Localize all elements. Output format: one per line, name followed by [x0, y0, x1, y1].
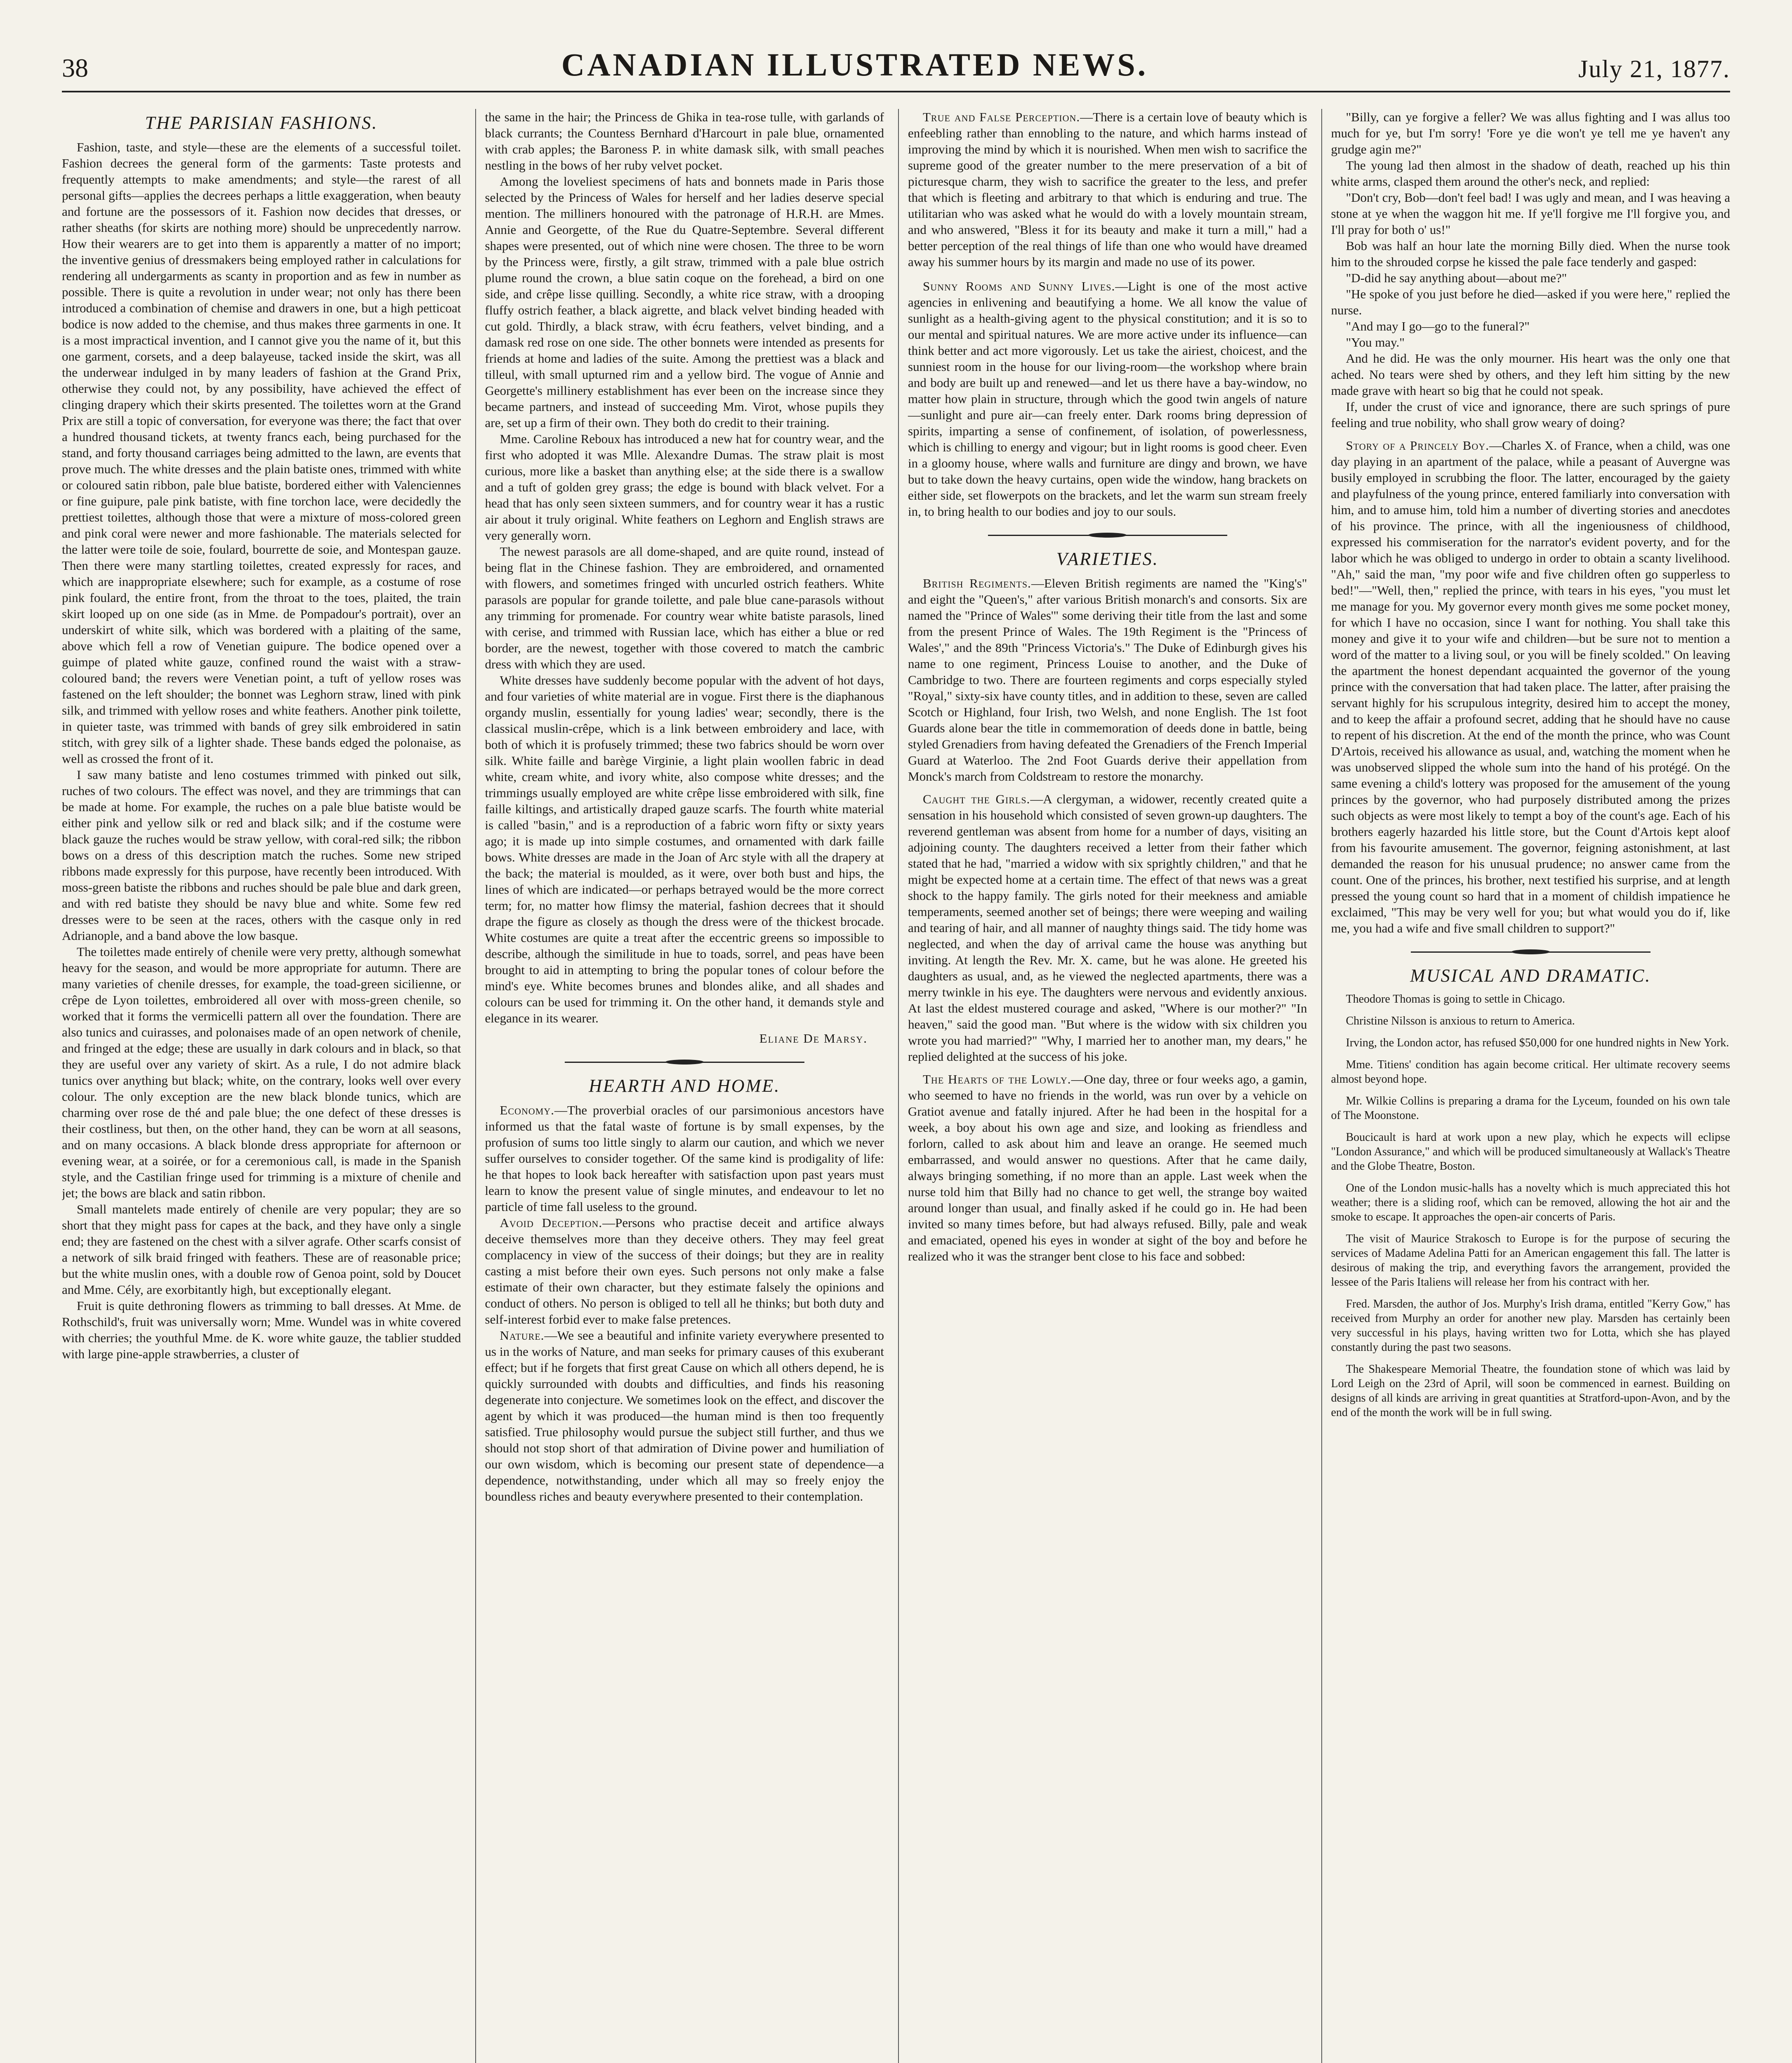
- runin-title: True and False Perception.: [923, 110, 1080, 124]
- article-paragraph: "Don't cry, Bob—don't feel bad! I was ugly and mean, and I was heaving a stone at ye when the waggon hit me. If ye'll forgive me I'll forgive you, and I'll pray for both o' us!": [1331, 190, 1730, 237]
- column-3: [898, 109, 1307, 2063]
- section-divider: [1411, 949, 1651, 955]
- article-paragraph: The young lad then almost in the shadow of death, reached up his thin white arms, clasped them around the other's neck, and replied:: [1331, 158, 1730, 189]
- article-paragraph: White dresses have suddenly become popular with the advent of hot days, and four varieties of white material are in vogue. First there is the diaphanous organdy muslin, essentially for young ladies' wear; secondly, there is the classical muslin-crêpe, which is a link between embroidery and lace, with both of which it is profusely trimmed; these two fabrics should be worn over silk. White faille and barège Virginie, a light plain woollen fabric in dead white, cream white, and ivory white, also compose white dresses; and the trimmings usually employed are white crêpe lisse embroidered with silk, fine faille kiltings, and artistically draped gauze scarfs. The fourth white material is called "basin," and is a reproduction of a fabric worn fifty or sixty years ago; it is made up into simple costumes, and ornamented with dark faille bows. White dresses are made in the Joan of Arc style with all the drapery at the back; the material is moulded, as it were, over both bust and hips, the lines of which are indicated—or perhaps betrayed would be the more correct term; for, no matter how flimsy the material, fashion decrees that it should drape the figure as closely as though the dress were of the thickest brocade. White costumes are quite a treat after the eccentric greens so impossible to describe, although the similitude in hue to toads, sorrel, and peas have been brought to aid in attempting to bring the popular tones of colour before the mind's eye. White becomes brunes and blondes alike, and all shades and colours can be used for trimming it. On the other hand, it demands style and elegance in its wearer.: [485, 673, 884, 1025]
- runin-title: Caught the Girls.: [923, 792, 1030, 806]
- runin-title: Story of a Princely Boy.: [1346, 438, 1489, 453]
- column-4: [1321, 109, 1731, 2063]
- section-divider: [988, 532, 1228, 538]
- article-paragraph: I saw many batiste and leno costumes trimmed with pinked out silk, ruches of two colours. The effect was novel, and they are trimmings that can be made at home. For example, the ruches on a pale blue batiste would be either pink and yellow silk or red and black silk; and if the costume were black gauze the ruches would be straw yellow, with coral-red silk; the ribbon bows on a dress of this description match the ruches. Some new striped ribbons made expressly for this purpose, have recently been introduced. With moss-green batiste the ribbons and ruches should be pale blue and dark green, and with red batiste they should be navy blue and white. Some few red dresses were to be seen at the races, others with the casque only in red Adrianople, and a band above the low basque.: [62, 767, 461, 943]
- news-item: Christine Nilsson is anxious to return to America.: [1346, 1015, 1575, 1027]
- article-paragraph: Avoid Deception.—Persons who practise deceit and artifice always deceive themselves more than they deceive others. They may feel great complacency in view of the success of their doings; but they are in reality casting a mist before their own eyes. Such persons not only make a false estimate of their own character, but they estimate falsely the opinions and conduct of others. No person is obliged to tell all he thinks; but both duty and self-interest forbid ever to make false pretences.: [485, 1216, 884, 1327]
- article-paragraph: Caught the Girls.—A clergyman, a widower, recently created quite a sensation in his household which consisted of seven grown-up daughters. The reverend gentleman was absent from home for a number of days, visiting an adjoining county. The daughters received a letter from their father which stated that he had, "married a widow with six sprightly children," and that he might be expected home at a certain time. The effect of that news was a great shock to the happy family. The girls noted for their meekness and amiable temperaments, seemed another set of beings; there were weeping and wailing and tearing of hair, and all manner of naughty things said. The tidy home was neglected, and when the day of arrival came the house was anything but inviting. At length the Rev. Mr. X. came, but he was alone. He greeted his daughters as usual, and, as he viewed the neglected apartments, there was a merry twinkle in his eye. The daughters were nervous and evidently anxious. At last the eldest mustered courage and asked, "Where is our mother?" "In heaven," said the good man. "But where is the widow with six children you wrote you had married?" "Why, I married her to another man, my dears," he replied delighted at the success of his joke.: [908, 792, 1307, 1064]
- runin-title: The Hearts of the Lowly.: [923, 1072, 1071, 1086]
- article-paragraph: Nature.—We see a beautiful and infinite variety everywhere presented to us in the works of Nature, and man seeks for primary causes of this exuberant effect; but if he forgets that first great Cause on which all others depend, he is quickly surrounded with doubts and difficulties, and finds his reasoning degenerate into conjecture. We sometimes look on the effect, and discover the agent by which it was produced—the human mind is then too frequently satisfied. True philosophy would pursue the subject still further, and thus we should not stop short of that admiration of Divine power and humiliation of our own wisdom, which is becoming our present state of dependence—a dependence, notwithstanding, under which all may so freely enjoy the boundless riches and beauty everywhere presented to their contemplation.: [485, 1328, 884, 1504]
- musical-notes: [1331, 992, 1731, 1420]
- news-item: Theodore Thomas is going to settle in Chicago.: [1346, 993, 1565, 1006]
- section-divider: [565, 1059, 804, 1065]
- news-item: One of the London music-halls has a novelty which is much appreciated this hot weather; there is a sliding roof, which can be removed, allowing the hot air and the smoke to escape. It approaches the open-air concerts of Paris.: [1331, 1182, 1730, 1223]
- masthead: [62, 45, 1730, 92]
- column-1: [62, 109, 461, 2063]
- article-paragraph: "Billy, can ye forgive a feller? We was allus fighting and I was allus too much for ye, but I'm sorry! 'Fore ye die won't ye tell me ye haven't any grudge agin me?": [1331, 110, 1730, 156]
- article-paragraph: Story of a Princely Boy.—Charles X. of France, when a child, was one day playing in an apartment of the palace, while a peasant of Auvergne was busily employed in scrubbing the floor. The latter, encouraged by the gaiety and playfulness of the young prince, entered familiarly into conversation with him, and to amuse him, told him a number of diverting stories and anecdotes of his province. The prince, with all the ingeniousness of childhood, expressed his commiseration for the narrator's evident poverty, and for the labor which he was obliged to undergo in order to obtain a scanty livelihood. "Ah," said the man, "my poor wife and five children often go supperless to bed!"—"Well, then," replied the prince, with tears in his eyes, "you must let me manage for you. My governor every month gives me some pocket money, for which I have no occasion, since I want for nothing. You shall take this money and give it to your wife and children—but be sure not to mention a word of the matter to a living soul, or you will be finely scolded." On leaving the apartment the honest dependant acquainted the governor of the young prince with the conversation that had taken place. The latter, after praising the servant highly for his scrupulous integrity, desired him to accept the money, and to keep the affair a profound secret, adding that he should have no cause to repent of his discretion. At the end of the month the prince, who was Count D'Artois, received his allowance as usual, and, watching the moment when he was unobserved slipped the whole sum into the hand of his protégé. On the same evening a child's lottery was proposed for the amusement of the young princes by the governor, who had purposely distributed among the prizes such objects as were most likely to tempt a boy of the count's age. Each of his brothers eagerly hazarded his little store, but the Count d'Artois kept aloof from his favourite amusement. The governor, feigning astonishment, at last demanded the reason for his unusual prudence; no answer came from the count. One of the princes, his brother, next testified his surprise, and at length pressed the young count so hard that in a moment of childish impatience he exclaimed, "This may be very well for you; but what would you do if, like me, you had a wife and five small children to support?": [1331, 438, 1730, 935]
- news-item: Irving, the London actor, has refused $50,000 for one hundred nights in New York.: [1346, 1036, 1729, 1049]
- news-item: The visit of Maurice Strakosch to Europe is for the purpose of securing the services of Madame Adelina Patti for an American engagement this fall. The latter is desirous of making the trip, and everything favors the arrangement, provided the lessee of the Paris Italiens will release her from his contract with her.: [1331, 1232, 1730, 1289]
- article-paragraph: Small mantelets made entirely of chenile are very popular; they are so short that they might pass for capes at the back, and they have only a single end; they are fastened on the chest with a silver agrafe. Other scarfs consist of a network of silk braid fringed with feathers. These are of reasonable price; but the white muslin ones, with a double row of Genoa point, sold by Doucet and Mme. Cély, are exorbitantly high, but exceptionally elegant.: [62, 1202, 461, 1297]
- article-paragraph: Sunny Rooms and Sunny Lives.—Light is one of the most active agencies in enlivening and beautifying a home. We all know the value of sunlight as a health-giving agent to the physical constitution; and it is so to our mental and spiritual natures. We are more active under its influence—can think better and act more vigorously. Let us take the airiest, choicest, and the sunniest room in the house for our living-room—the workshop where brain and body are built up and renewed—and let us there have a bay-window, no matter how plain in structure, through which the good twin angels of nature—sunlight and pure air—can freely enter. Dark rooms bring depression of spirits, imparting a sense of confinement, of isolation, of powerlessness, which is chilling to energy and vigour; but in light rooms is good cheer. Even in a gloomy house, where walls and furniture are dingy and brown, we have but to take down the heavy curtains, open wide the window, hang brackets on either side, set flowerpots on the brackets, and let the warm sun stream freely in, to bring health to our bodies and joy to our souls.: [908, 279, 1307, 519]
- article-paragraph: "He spoke of you just before he died—asked if you were here," replied the nurse.: [1331, 287, 1730, 317]
- column-2: [475, 109, 884, 2063]
- runin-title: Economy.: [500, 1103, 554, 1117]
- hearth-and-home-heading: HEARTH AND HOME.: [589, 1076, 780, 1096]
- news-item: The Shakespeare Memorial Theatre, the foundation stone of which was laid by Lord Leigh on the 23rd of April, will soon be commenced in earnest. Building on designs of all kinds are arriving in great quantities at Stratford-upon-Avon, and by the end of the month the work will be in full swing.: [1331, 1363, 1730, 1419]
- newspaper-title: CANADIAN ILLUSTRATED NEWS.: [561, 47, 1148, 83]
- article-paragraph: Fruit is quite dethroning flowers as trimming to ball dresses. At Mme. de Rothschild's, fruit was universally worn; Mme. Wundel was in white covered with cherries; the youthful Mme. de K. wore white gauze, the tablier studded with large pine-apple strawberries, a cluster of: [62, 1298, 461, 1361]
- article-paragraph: Among the loveliest specimens of hats and bonnets made in Paris those selected by the Princess of Wales for herself and her ladies deserve special mention. The milliners honoured with the patronage of H.R.H. are Mmes. Annie and Georgette, of the Rue du Quatre-Septembre. Several different shapes were presented, out of which nine were chosen. The three to be worn by the Princess were, firstly, a gilt straw, trimmed with a pale blue ostrich plume round the crown, a blue satin coque on the forehead, a bird on one side, and crêpe lisse quilling. Secondly, a white rice straw, with a drooping fluffy ostrich feather, a black aigrette, and black velvet binding headed with cut gold. Thirdly, a black straw, with écru feathers, velvet binding, and a damask red rose on one side. The other bonnets were intended as presents for friends at home and ladies of the suite. Among the prettiest was a black and tilleul, with small upturned rim and a yellow bird. The vogue of Annie and Georgette's millinery establishment has ever been on the increase since they became partners, and instead of succeeding Mm. Virot, whose pupils they are, set up a firm of their own. They both do credit to their training.: [485, 174, 884, 430]
- article-paragraph: True and False Perception.—There is a certain love of beauty which is enfeebling rather than ennobling to the nature, and which harms instead of improving the mind by which it is nourished. When men wish to sacrifice the supreme good of the greater number to the mere preservation of a bit of picturesque charm, they wish to sacrifice the greater to the less, and prefer that which is fleeting and arbitrary to that which is enduring and true. The utilitarian who was asked what he would do with a lovely mountain stream, and who answered, "Bless it for its beauty and make it turn a mill," had a better perception of the real things of life than one who would have dreamed away his summer hours by its margin and made no use of its power.: [908, 110, 1307, 269]
- article-paragraph: Economy.—The proverbial oracles of our parsimonious ancestors have informed us that the fatal waste of fortune is by small expenses, by the profusion of sums too little singly to alarm our caution, and which we never suffer ourselves to consider together. Of the same kind is prodigality of life: he that hopes to look back hereafter with satisfaction upon past years must learn to know the present value of single minutes, and endeavour to let no particle of time fall useless to the ground.: [485, 1103, 884, 1214]
- article-paragraph: the same in the hair; the Princess de Ghika in tea-rose tulle, with garlands of black currants; the Countess Bernhard d'Harcourt in pale blue, ornamented with crab apples; the Baroness P. in white damask silk, with small peaches nestling in the bows of her ruby velvet pocket.: [485, 110, 884, 172]
- article-paragraph: Bob was half an hour late the morning Billy died. When the nurse took him to the shrouded corpse he kissed the pale face tenderly and gasped:: [1331, 238, 1730, 269]
- parisian-fashions-heading: THE PARISIAN FASHIONS.: [145, 113, 378, 133]
- article-paragraph: Fashion, taste, and style—these are the elements of a successful toilet. Fashion decrees the general form of the garments: Taste protests and frequently attempts to make amendments; and style—the rarest of all personal gifts—applies the decrees perhaps a little exaggeration, when beauty and fortune are the possessors of it. Fashion now decides that dresses, or rather sheaths (for skirts are nothing more) should be unprecedently narrow. How their wearers are to get into them is apparently a matter of no import; the inventive genius of dressmakers being employed rather in calculations for rendering all undergarments as scanty in proportion and as few in number as possible. There is quite a revolution in under wear; not only has there been introduced a combination of chemise and drawers in one, but a high petticoat bodice is now added to the chemise, and thus makes three garments in one. It is a most impractical invention, and I cannot give you the name of it, but this one garment, corsets, and a deep balayeuse, tacked inside the skirt, was all the underwear indulged in by many leaders of fashion at the Grand Prix, otherwise they could not, by any possibility, have achieved the effect of clinging drapery which their skirts presented. The toilettes worn at the Grand Prix are still a topic of conversation, for everyone was there; the fact that over a hundred thousand tickets, at twenty francs each, being purchased for the stand, and forty thousand carriages being admitted to the lawn, are events that prove much. The white dresses and the plain batiste ones, trimmed with white or coloured satin ribbon, pale blue batiste, bordered either with Valenciennes or fine guipure, pale pink batiste, with fine torchon lace, were decidedly the prettiest toilettes, although those that were a mixture of moss-colored green and pink coral were newer and more fashionable. The materials selected for the latter were toile de soie, foulard, bourrette de soie, and Montespan gauze. Then there were many startling toilettes, created expressly for races, and which are inappropriate elsewhere; such for example, as a costume of rose pink foulard, the entire front, from the throat to the toes, plaited, the train skirt looped up on one side (as in Mme. de Pompadour's portrait), over an underskirt of white silk, which was bordered with a plaiting of the same, above which fell a row of Venetian guipure. The bodice opened over a guimpe of plated white gauze, confined round the waist with a straw-coloured band; the revers were Venetian point, a tuft of yellow roses was fastened on the left shoulder; the bonnet was Leghorn straw, lined with pink silk, and trimmed with yellow roses and white feathers. Another pink toilette, in quieter taste, was trimmed with bands of grey silk embroidered in satin stitch, with grey silk of a lighter shade. These bands edged the polonaise, as well as crossed the front of it.: [62, 140, 461, 766]
- news-item: Boucicault is hard at work upon a new play, which he expects will eclipse "London Assurance," and which will be produced simultaneously at Wallack's Theatre and the Globe Theatre, Boston.: [1331, 1131, 1730, 1173]
- runin-title: Nature.: [500, 1328, 545, 1343]
- columns: [62, 109, 1730, 2063]
- article-paragraph: The toilettes made entirely of chenile were very pretty, although somewhat heavy for the season, and would be more appropriate for autumn. There are many varieties of chenile dresses, for example, the toad-green sicilienne, or crêpe de Lyon toilettes, embroidered all over with moss-green chenile, so worked that it forms the vermicelli pattern all over the foundation. There are also tunics and cuirasses, and polonaises made of an open network of chenile, and fringed at the edge; these are usually in dark colours and in black, so that they are useful over any variety of skirt. As a rule, I do not admire black tunics over anything but black; white, on the contrary, looks well over every colour. The only exception are the new black blonde tunics, which are charming over rose de thé and pale blue; the one defect of these dresses is their costliness, but then, on the other hand, they can be worn at all seasons, and on many occasions. A black blonde dress appropriate for afternoon or evening wear, at a soirée, or for a ceremonious call, is made in the Spanish style, and the Castilian fringe used for trimming is a mixture of chenile and jet; the bows are black and satin ribbon.: [62, 944, 461, 1200]
- varieties-heading: VARIETIES.: [1056, 549, 1159, 569]
- article-paragraph: "You may.": [1346, 335, 1405, 349]
- article-paragraph: The Hearts of the Lowly.—One day, three or four weeks ago, a gamin, who seemed to have no friends in the world, was run over by a vehicle on Gratiot avenue and fatally injured. After he had been in the hospital for a week, a boy about his own age and size, and looking as friendless and forlorn, called to ask about him and leave an orange. He seemed much embarrassed, and would answer no questions. After that he came daily, always bringing something, if no more than an apple. Last week when the nurse told him that Billy had no chance to get well, the strange boy waited around longer than usual, and finally asked if he could go in. He had been invited so many times before, but had always refused. Billy, pale and weak and emaciated, opened his eyes in wonder at sight of the boy and before he realized who it was the stranger bent close to his face and sobbed:: [908, 1072, 1307, 1263]
- article-paragraph: Mme. Caroline Reboux has introduced a new hat for country wear, and the first who adopted it was Mlle. Alexandre Dumas. The straw plait is most curious, more like a basket than anything else; at the side there is a swallow and a tuft of golden grey grass; the edge is bound with black velvet. For a head that has only seen sixteen summers, and for country wear it has a rustic air about it truly original. White feathers on Leghorn and English straws are very generally worn.: [485, 432, 884, 543]
- article-paragraph: British Regiments.—Eleven British regiments are named the "King's" and eight the "Queen's," after various British monarch's and consorts. Six are named the "Prince of Wales'" some deriving their title from the last and some from the present Prince of Wales. The 19th Regiment is the "Princess of Wales'," and the 89th "Princess Victoria's." The Duke of Edinburgh gives his name to one regiment, Princess Louise to another, and the Duke of Cambridge to two. There are fourteen regiments and corps especially styled "Royal," sixty-six have county titles, and in addition to these, seven are called Scotch or Highland, four Irish, two Welsh, and none English. The 1st foot Guards alone bear the title in commemoration of deeds done in battle, being styled Grenadiers from having defeated the Grenadiers of the French Imperial Guard at Waterloo. The 2nd Foot Guards derive their appellation from Monck's march from Coldstream to restore the monarchy.: [908, 576, 1307, 784]
- runin-title: Sunny Rooms and Sunny Lives.: [923, 279, 1115, 293]
- runin-title: British Regiments.: [923, 576, 1031, 590]
- news-item: Mme. Titiens' condition has again become critical. Her ultimate recovery seems almost beyond hope.: [1331, 1058, 1730, 1086]
- runin-title: Avoid Deception.: [500, 1216, 603, 1230]
- article-paragraph: "D-did he say anything about—about me?": [1346, 271, 1567, 285]
- article-paragraph: The newest parasols are all dome-shaped, and are quite round, instead of being flat in the Chinese fashion. They are embroidered, and ornamented with flowers, and sometimes fringed with uncurled ostrich feathers. White parasols are popular for grande toilette, and pale blue cane-parasols without any trimming for promenade. For country wear white batiste parasols, lined with cerise, and trimmed with Russian lace, which has either a blue or red border, are the newest, together with those covered to match the cambric dress with which they are used.: [485, 544, 884, 671]
- news-item: Fred. Marsden, the author of Jos. Murphy's Irish drama, entitled "Kerry Gow," has received from Murphy an order for another new play. Marsden has certainly been very successful in his plays, having written two for Lotta, which she has played constantly during the past two seasons.: [1331, 1298, 1730, 1354]
- article-paragraph: And he did. He was the only mourner. His heart was the only one that ached. No tears were shed by others, and they left him sitting by the new made grave with heart so big that he could not speak.: [1331, 351, 1730, 398]
- issue-date: July 21, 1877.: [1578, 55, 1730, 83]
- article-paragraph: If, under the crust of vice and ignorance, there are such springs of pure feeling and true nobility, who shall grow weary of doing?: [1331, 399, 1730, 430]
- author-signature: Eliane De Marsy.: [759, 1031, 868, 1046]
- page-number: 38: [62, 53, 88, 83]
- musical-dramatic-heading: MUSICAL AND DRAMATIC.: [1410, 965, 1651, 986]
- article-paragraph: "And may I go—go to the funeral?": [1346, 319, 1530, 333]
- news-item: Mr. Wilkie Collins is preparing a drama for the Lyceum, founded on his own tale of The Moonstone.: [1331, 1095, 1730, 1122]
